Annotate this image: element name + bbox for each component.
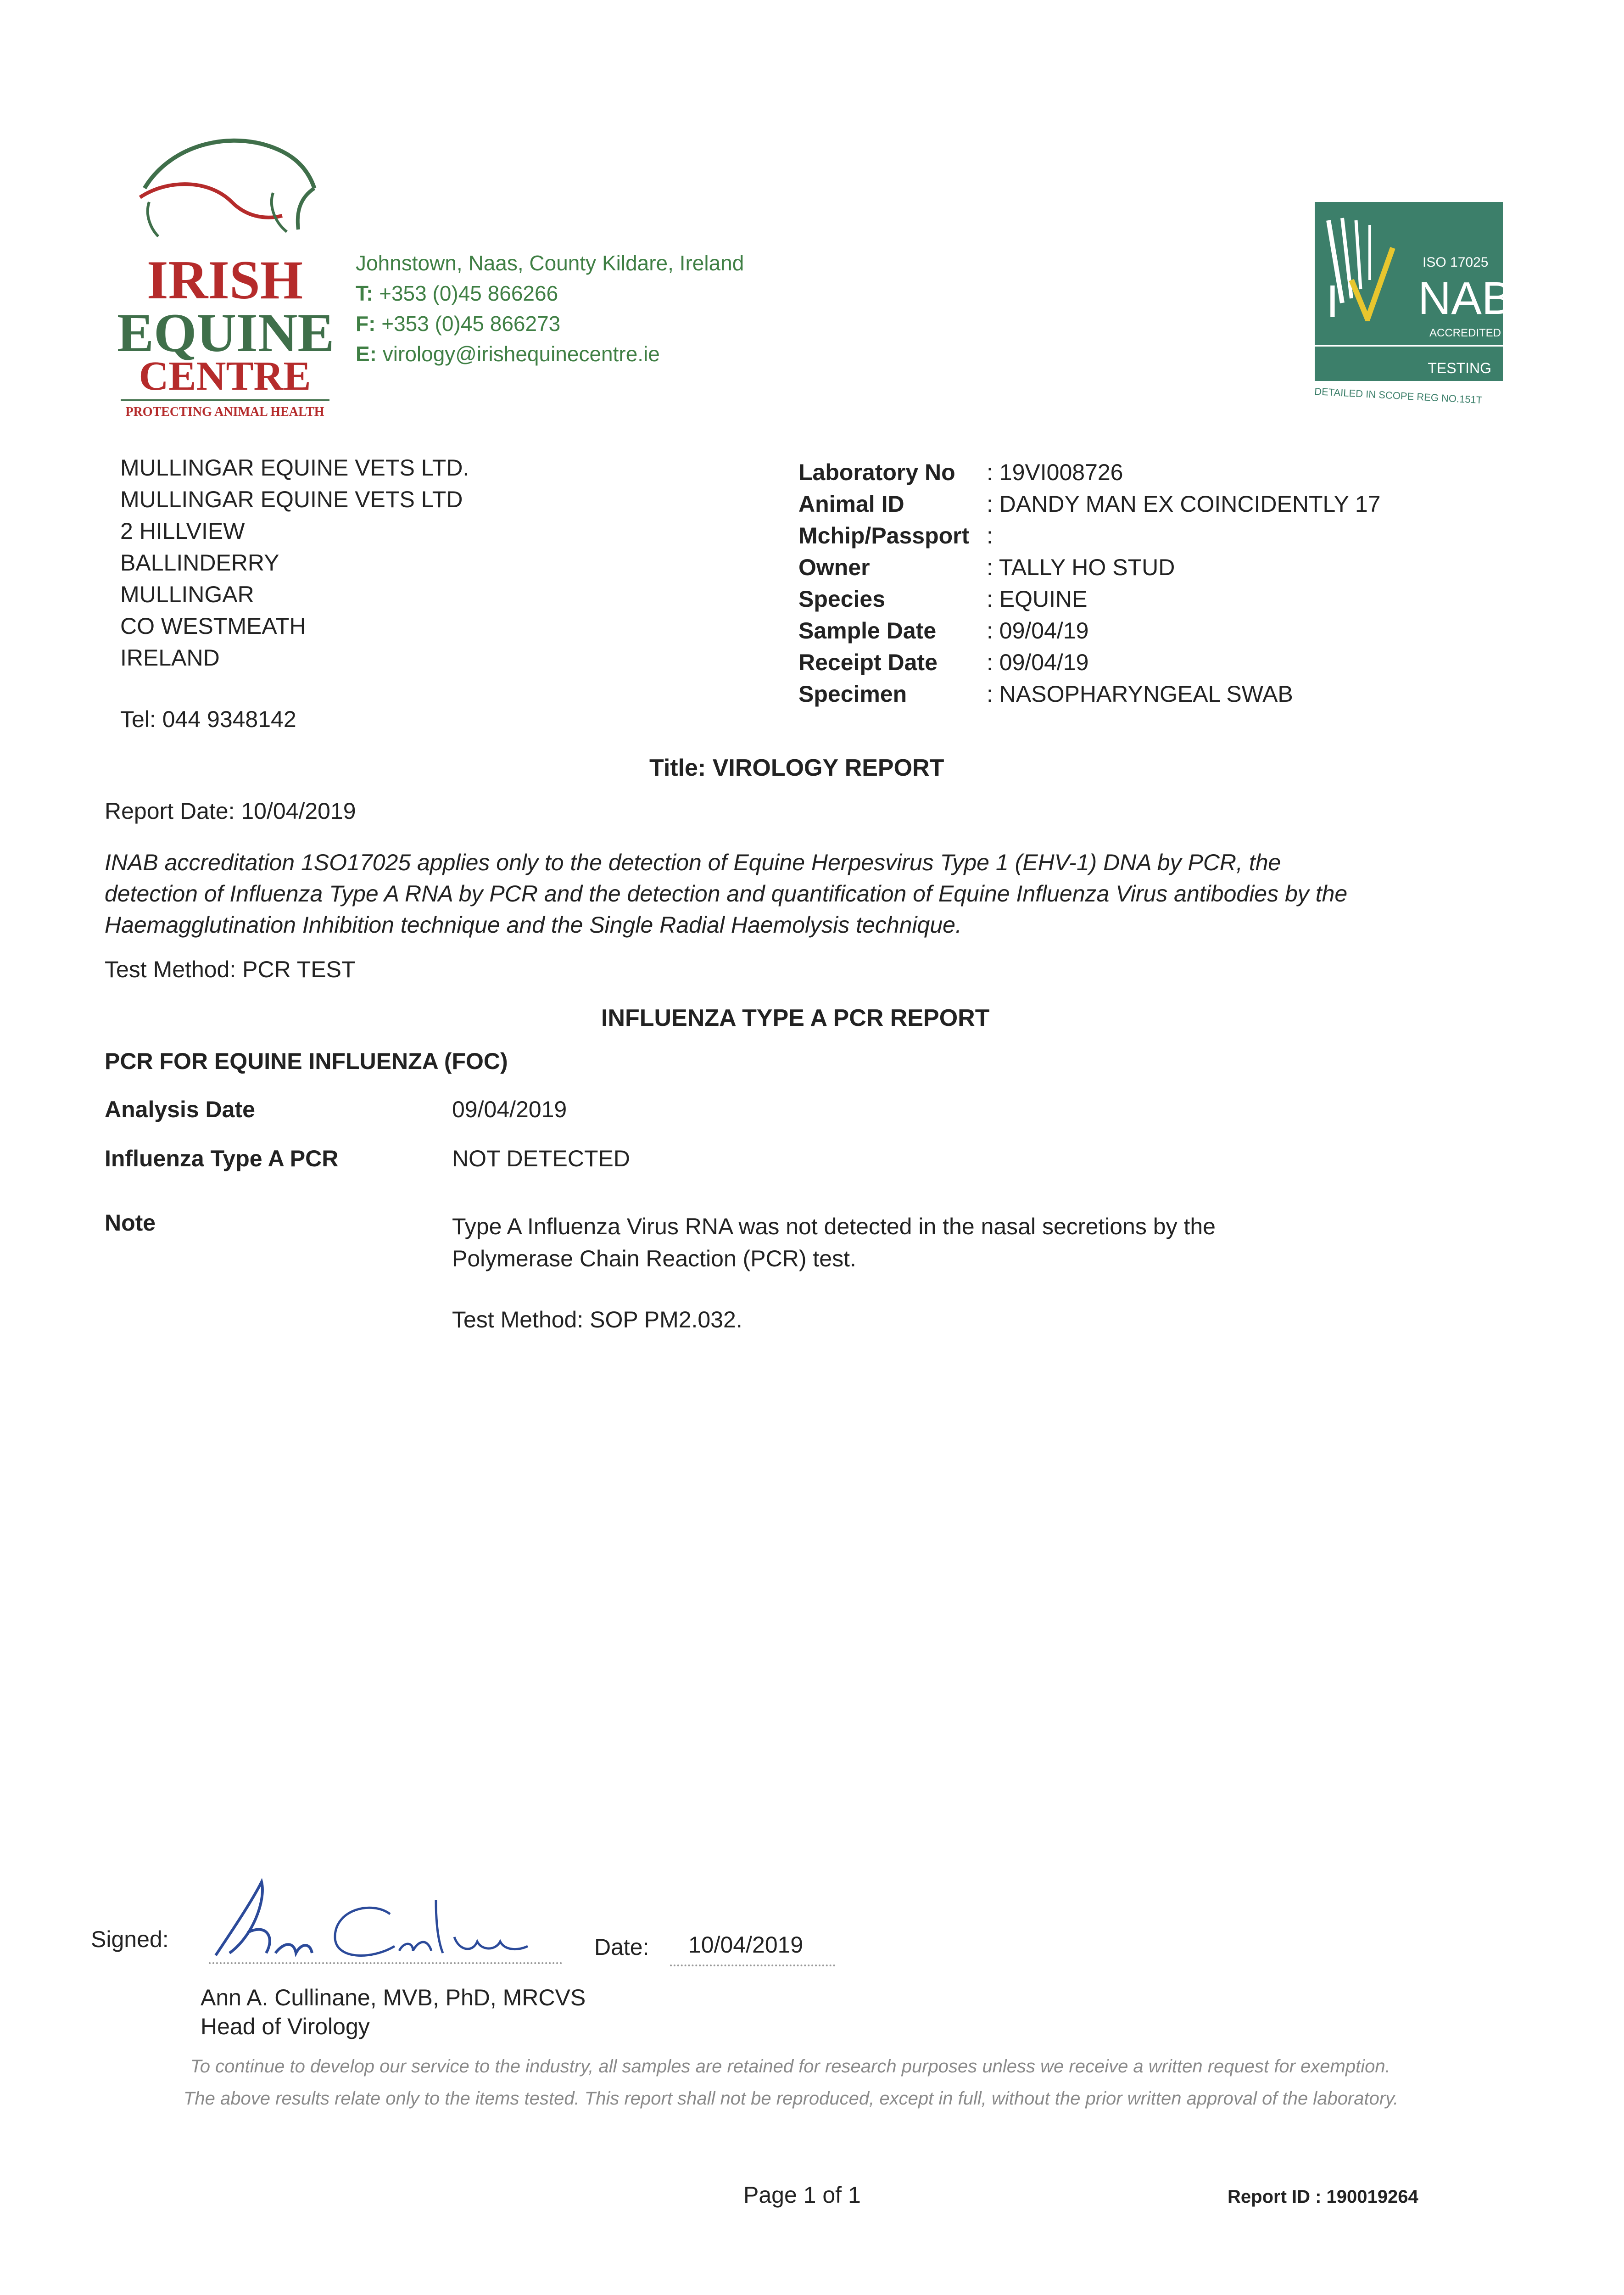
signature-image	[197, 1873, 564, 1974]
report-date: Report Date: 10/04/2019	[105, 798, 356, 824]
logo-divider	[121, 399, 329, 401]
field-laboratory-no: Laboratory No : 19VI008726	[798, 459, 1123, 485]
logo-line-irish: IRISH	[146, 249, 303, 310]
inab-note-line: INAB accreditation 1SO17025 applies only to the detection of Equine Herpesvirus Type 1 (EHV-1) DNA by PCR, the	[105, 850, 1281, 875]
test-method: Test Method: PCR TEST	[105, 957, 356, 982]
fax-label: F:	[356, 312, 376, 336]
horse-head-logo-icon	[117, 124, 333, 243]
analysis-date-value: 09/04/2019	[452, 1097, 567, 1122]
inab-note-line: detection of Influenza Type A RNA by PCR and the detection and quantification of Equine Influenza Virus antibodies by the	[105, 881, 1348, 907]
inab-accredited: ACCREDITED	[1429, 327, 1501, 339]
note-line: Polymerase Chain Reaction (PCR) test.	[452, 1246, 856, 1271]
email-label: E:	[356, 342, 377, 366]
note-line: Type A Influenza Virus RNA was not detected in the nasal secretions by the	[452, 1214, 1216, 1239]
field-receipt-date: Receipt Date : 09/04/19	[798, 649, 1089, 675]
logo-line-centre: CENTRE	[139, 353, 311, 399]
recipient-line: MULLINGAR EQUINE VETS LTD	[120, 487, 463, 512]
signature-date: 10/04/2019	[688, 1932, 804, 1958]
section-title: INFLUENZA TYPE A PCR REPORT	[601, 1005, 990, 1031]
phone-label: T:	[356, 281, 374, 305]
inab-divider	[1315, 345, 1503, 347]
field-species: Species : EQUINE	[798, 586, 1088, 612]
contact-email: virology@irishequinecentre.ie	[382, 342, 660, 366]
report-title: Title: VIROLOGY REPORT	[649, 755, 944, 781]
signatory-role: Head of Virology	[201, 2014, 370, 2039]
recipient-tel: Tel: 044 9348142	[120, 706, 296, 732]
analysis-date-label: Analysis Date	[105, 1097, 255, 1122]
recipient-line: 2 HILLVIEW	[120, 518, 245, 544]
result-label: Influenza Type A PCR	[105, 1146, 339, 1171]
result-value: NOT DETECTED	[452, 1146, 630, 1171]
recipient-line: IRELAND	[120, 645, 220, 671]
logo-tagline: PROTECTING ANIMAL HEALTH	[125, 405, 324, 419]
field-animal-id: Animal ID : DANDY MAN EX COINCIDENTLY 17	[798, 491, 1381, 517]
recipient-address	[120, 452, 469, 674]
contact-block	[356, 248, 744, 369]
signed-label: Signed:	[91, 1926, 169, 1952]
signatory-name: Ann A. Cullinane, MVB, PhD, MRCVS	[201, 1985, 586, 2010]
note-method: Test Method: SOP PM2.032.	[452, 1307, 742, 1332]
contact-fax: +353 (0)45 866273	[381, 312, 561, 336]
inab-testing: TESTING	[1428, 360, 1491, 376]
field-specimen: Specimen : NASOPHARYNGEAL SWAB	[798, 681, 1293, 707]
recipient-line: CO WESTMEATH	[120, 613, 306, 639]
handwritten-signature-icon	[197, 1873, 564, 1974]
inab-name: NAB	[1418, 273, 1512, 324]
contact-fax-row	[356, 308, 744, 339]
inab-badge-box	[1315, 202, 1512, 353]
sample-details	[798, 457, 1381, 710]
date-label: Date:	[594, 1934, 649, 1960]
recipient-line: BALLINDERRY	[120, 550, 279, 576]
inab-testing-box	[1315, 353, 1503, 381]
inab-scope: DETAILED IN SCOPE REG NO.151T	[1314, 386, 1483, 406]
contact-email-row	[356, 339, 744, 369]
date-line	[670, 1965, 835, 1966]
page-number: Page 1 of 1	[743, 2182, 861, 2208]
inab-badge	[1314, 202, 1512, 406]
irish-equine-centre-logo	[117, 124, 333, 427]
report-id: Report ID : 190019264	[1228, 2187, 1418, 2207]
footer-disclaimer-2: The above results relate only to the items tested. This report shall not be reproduced, except in full, without the prior written approval of the laboratory.	[184, 2088, 1399, 2109]
note-label: Note	[105, 1210, 156, 1236]
logo-line-equine: EQUINE	[117, 302, 335, 363]
footer-disclaimer-1: To continue to develop our service to the industry, all samples are retained for research purposes unless we receive a written request for exemption.	[190, 2056, 1390, 2077]
inab-i-letter: I	[1326, 276, 1339, 327]
note-text	[452, 1210, 1216, 1275]
inab-iso: ISO 17025	[1423, 255, 1489, 270]
signature-line	[209, 1962, 562, 1964]
contact-address: Johnstown, Naas, County Kildare, Ireland	[356, 251, 744, 275]
recipient-line: MULLINGAR	[120, 582, 254, 607]
inab-note-line: Haemagglutination Inhibition technique and the Single Radial Haemolysis technique.	[105, 912, 962, 938]
subsection-title: PCR FOR EQUINE INFLUENZA (FOC)	[105, 1048, 508, 1074]
field-sample-date: Sample Date : 09/04/19	[798, 618, 1089, 644]
contact-phone: +353 (0)45 866266	[379, 281, 558, 305]
field-mchip-passport: Mchip/Passport :	[798, 523, 993, 549]
recipient-line: MULLINGAR EQUINE VETS LTD.	[120, 455, 469, 481]
contact-phone-row	[356, 278, 744, 308]
field-owner: Owner : TALLY HO STUD	[798, 554, 1175, 580]
inab-accreditation-note	[105, 847, 1347, 940]
